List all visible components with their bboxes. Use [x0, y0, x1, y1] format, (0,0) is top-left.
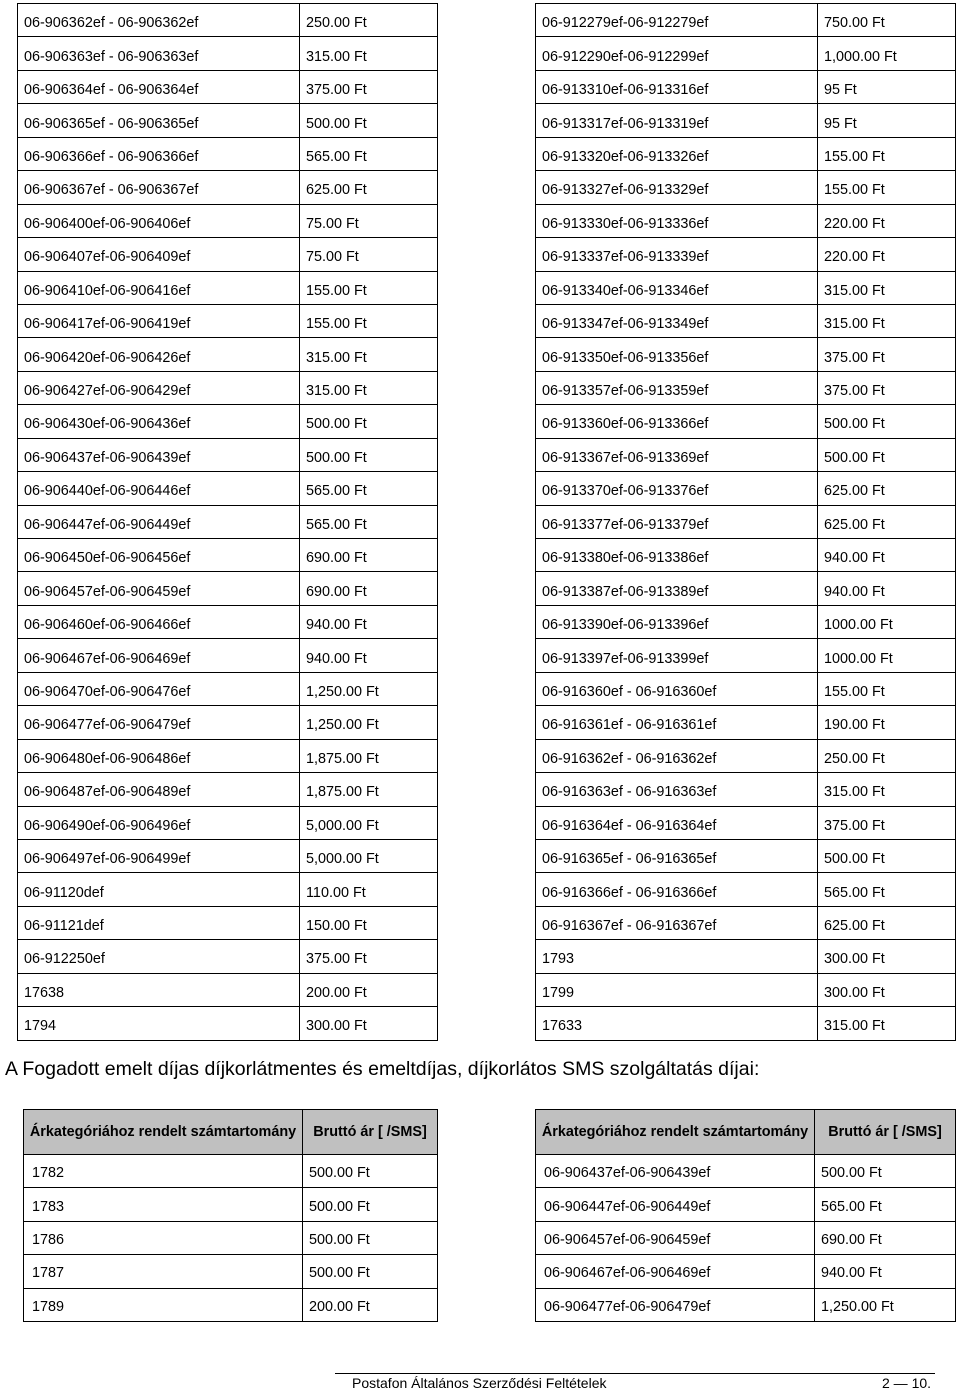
price-cell: 155.00 Ft — [300, 271, 438, 304]
number-range-cell: 06-906467ef-06-906469ef — [18, 639, 300, 672]
number-range-cell: 06-906490ef-06-906496ef — [18, 806, 300, 839]
sms-price-table-right — [535, 1109, 956, 1322]
number-range-cell: 1799 — [536, 973, 818, 1006]
price-cell: 190.00 Ft — [818, 706, 956, 739]
number-range-cell: 06-912250ef — [18, 940, 300, 973]
price-cell: 315.00 Ft — [300, 338, 438, 371]
number-range-cell: 06-906367ef - 06-906367ef — [18, 171, 300, 204]
price-table-top-right — [535, 3, 956, 1041]
table-row — [18, 1007, 438, 1040]
table-row — [536, 304, 956, 337]
number-range-cell: 06-916367ef - 06-916367ef — [536, 906, 818, 939]
number-range-cell: 06-913330ef-06-913336ef — [536, 204, 818, 237]
price-cell: 1,250.00 Ft — [815, 1288, 956, 1321]
price-cell: 315.00 Ft — [818, 271, 956, 304]
table-row — [18, 639, 438, 672]
table-row — [536, 238, 956, 271]
table-row — [18, 271, 438, 304]
number-range-cell: 06-906366ef - 06-906366ef — [18, 137, 300, 170]
price-cell: 500.00 Ft — [818, 405, 956, 438]
table-row — [24, 1188, 438, 1221]
number-range-cell: 06-916363ef - 06-916363ef — [536, 773, 818, 806]
number-range-cell: 06-916360ef - 06-916360ef — [536, 672, 818, 705]
column-header-price: Bruttó ár [ /SMS] — [815, 1110, 956, 1155]
price-cell: 75.00 Ft — [300, 204, 438, 237]
price-cell: 155.00 Ft — [818, 137, 956, 170]
number-range-cell: 06-906457ef-06-906459ef — [18, 572, 300, 605]
number-range-cell: 17633 — [536, 1007, 818, 1040]
price-cell: 565.00 Ft — [815, 1188, 956, 1221]
table-row — [536, 973, 956, 1006]
table-row — [536, 37, 956, 70]
table-row — [536, 171, 956, 204]
price-cell: 300.00 Ft — [818, 940, 956, 973]
price-cell: 250.00 Ft — [818, 739, 956, 772]
table-row — [18, 505, 438, 538]
number-range-cell: 06-916364ef - 06-916364ef — [536, 806, 818, 839]
price-cell: 375.00 Ft — [818, 371, 956, 404]
number-range-cell: 1789 — [24, 1288, 303, 1321]
number-range-cell: 06-906447ef-06-906449ef — [536, 1188, 815, 1221]
table-row — [536, 1221, 956, 1254]
table-row — [24, 1221, 438, 1254]
number-range-cell: 06-913367ef-06-913369ef — [536, 438, 818, 471]
table-row — [18, 70, 438, 103]
number-range-cell: 06-91120def — [18, 873, 300, 906]
table-row — [536, 271, 956, 304]
number-range-cell: 06-913347ef-06-913349ef — [536, 304, 818, 337]
number-range-cell: 06-913337ef-06-913339ef — [536, 238, 818, 271]
number-range-cell: 06-913317ef-06-913319ef — [536, 104, 818, 137]
table-row — [18, 104, 438, 137]
price-cell: 565.00 Ft — [818, 873, 956, 906]
footer-divider — [335, 1373, 935, 1374]
price-cell: 375.00 Ft — [300, 940, 438, 973]
number-range-cell: 06-913380ef-06-913386ef — [536, 539, 818, 572]
number-range-cell: 06-912279ef-06-912279ef — [536, 4, 818, 37]
number-range-cell: 06-906420ef-06-906426ef — [18, 338, 300, 371]
table-row — [536, 539, 956, 572]
table-row — [536, 839, 956, 872]
price-cell: 315.00 Ft — [300, 37, 438, 70]
number-range-cell: 06-913397ef-06-913399ef — [536, 639, 818, 672]
table-row — [18, 906, 438, 939]
number-range-cell: 06-906437ef-06-906439ef — [18, 438, 300, 471]
price-cell: 940.00 Ft — [818, 572, 956, 605]
price-cell: 625.00 Ft — [818, 906, 956, 939]
price-cell: 95 Ft — [818, 104, 956, 137]
table-row — [536, 1155, 956, 1188]
number-range-cell: 1793 — [536, 940, 818, 973]
number-range-cell: 06-916362ef - 06-916362ef — [536, 739, 818, 772]
table-row — [18, 739, 438, 772]
number-range-cell: 06-906477ef-06-906479ef — [536, 1288, 815, 1321]
table-row — [18, 304, 438, 337]
number-range-cell: 06-906417ef-06-906419ef — [18, 304, 300, 337]
number-range-cell: 06-906407ef-06-906409ef — [18, 238, 300, 271]
price-cell: 155.00 Ft — [300, 304, 438, 337]
table-header-row — [24, 1110, 438, 1155]
price-cell: 565.00 Ft — [300, 472, 438, 505]
price-cell: 500.00 Ft — [303, 1221, 438, 1254]
table-row — [18, 37, 438, 70]
number-range-cell: 06-906400ef-06-906406ef — [18, 204, 300, 237]
number-range-cell: 06-916361ef - 06-916361ef — [536, 706, 818, 739]
table-row — [18, 839, 438, 872]
price-cell: 625.00 Ft — [818, 505, 956, 538]
table-row — [536, 706, 956, 739]
number-range-cell: 06-91121def — [18, 906, 300, 939]
number-range-cell: 1794 — [18, 1007, 300, 1040]
number-range-cell: 06-912290ef-06-912299ef — [536, 37, 818, 70]
table-row — [536, 806, 956, 839]
number-range-cell: 06-906410ef-06-906416ef — [18, 271, 300, 304]
number-range-cell: 06-913387ef-06-913389ef — [536, 572, 818, 605]
number-range-cell: 06-913350ef-06-913356ef — [536, 338, 818, 371]
price-cell: 75.00 Ft — [300, 238, 438, 271]
number-range-cell: 06-906487ef-06-906489ef — [18, 773, 300, 806]
number-range-cell: 06-906457ef-06-906459ef — [536, 1221, 815, 1254]
table-row — [536, 438, 956, 471]
number-range-cell: 06-906364ef - 06-906364ef — [18, 70, 300, 103]
price-cell: 750.00 Ft — [818, 4, 956, 37]
price-cell: 690.00 Ft — [300, 572, 438, 605]
number-range-cell: 06-906430ef-06-906436ef — [18, 405, 300, 438]
price-cell: 500.00 Ft — [300, 438, 438, 471]
table-row — [536, 137, 956, 170]
table-row — [536, 405, 956, 438]
footer-title: Postafon Általános Szerződési Feltételek — [352, 1375, 607, 1391]
table-row — [536, 1288, 956, 1321]
table-row — [18, 204, 438, 237]
table-row — [18, 137, 438, 170]
price-cell: 940.00 Ft — [818, 539, 956, 572]
price-cell: 1,250.00 Ft — [300, 672, 438, 705]
price-cell: 565.00 Ft — [300, 137, 438, 170]
table-row — [18, 706, 438, 739]
table-row — [24, 1255, 438, 1288]
number-range-cell: 06-916365ef - 06-916365ef — [536, 839, 818, 872]
number-range-cell: 06-913327ef-06-913329ef — [536, 171, 818, 204]
price-cell: 1,875.00 Ft — [300, 739, 438, 772]
number-range-cell: 06-906363ef - 06-906363ef — [18, 37, 300, 70]
price-cell: 300.00 Ft — [300, 1007, 438, 1040]
number-range-cell: 1782 — [24, 1155, 303, 1188]
price-cell: 110.00 Ft — [300, 873, 438, 906]
table-row — [18, 672, 438, 705]
price-cell: 155.00 Ft — [818, 171, 956, 204]
table-row — [536, 70, 956, 103]
table-row — [18, 472, 438, 505]
table-row — [24, 1288, 438, 1321]
table-row — [18, 338, 438, 371]
table-row — [536, 572, 956, 605]
number-range-cell: 06-913390ef-06-913396ef — [536, 605, 818, 638]
table-row — [536, 505, 956, 538]
page-number: 2 — 10. — [882, 1375, 932, 1391]
number-range-cell: 06-906480ef-06-906486ef — [18, 739, 300, 772]
table-row — [536, 1188, 956, 1221]
price-cell: 1,000.00 Ft — [818, 37, 956, 70]
price-cell: 200.00 Ft — [300, 973, 438, 1006]
price-cell: 500.00 Ft — [303, 1188, 438, 1221]
table-row — [536, 472, 956, 505]
number-range-cell: 17638 — [18, 973, 300, 1006]
price-cell: 940.00 Ft — [815, 1255, 956, 1288]
table-row — [536, 639, 956, 672]
table-row — [536, 371, 956, 404]
table-row — [18, 405, 438, 438]
number-range-cell: 06-906477ef-06-906479ef — [18, 706, 300, 739]
table-row — [536, 873, 956, 906]
table-row — [536, 4, 956, 37]
price-cell: 500.00 Ft — [300, 405, 438, 438]
price-cell: 1000.00 Ft — [818, 605, 956, 638]
number-range-cell: 1783 — [24, 1188, 303, 1221]
price-cell: 220.00 Ft — [818, 204, 956, 237]
number-range-cell: 06-916366ef - 06-916366ef — [536, 873, 818, 906]
price-cell: 940.00 Ft — [300, 639, 438, 672]
price-cell: 200.00 Ft — [303, 1288, 438, 1321]
number-range-cell: 06-913360ef-06-913366ef — [536, 405, 818, 438]
price-cell: 625.00 Ft — [818, 472, 956, 505]
table-row — [18, 605, 438, 638]
number-range-cell: 06-913340ef-06-913346ef — [536, 271, 818, 304]
section-heading: A Fogadott emelt díjas díjkorlátmentes és emeltdíjas, díjkorlátos SMS szolgáltatás díjai: — [5, 1058, 760, 1080]
price-cell: 300.00 Ft — [818, 973, 956, 1006]
price-cell: 315.00 Ft — [818, 773, 956, 806]
price-cell: 250.00 Ft — [300, 4, 438, 37]
price-cell: 500.00 Ft — [303, 1255, 438, 1288]
table-row — [18, 171, 438, 204]
table-header-row — [536, 1110, 956, 1155]
column-header-range: Árkategóriához rendelt számtartomány — [536, 1110, 815, 1155]
number-range-cell: 06-913370ef-06-913376ef — [536, 472, 818, 505]
number-range-cell: 06-906447ef-06-906449ef — [18, 505, 300, 538]
number-range-cell: 06-913357ef-06-913359ef — [536, 371, 818, 404]
price-cell: 940.00 Ft — [300, 605, 438, 638]
sms-price-table-left — [23, 1109, 438, 1322]
price-cell: 625.00 Ft — [300, 171, 438, 204]
table-row — [18, 973, 438, 1006]
price-cell: 150.00 Ft — [300, 906, 438, 939]
number-range-cell: 06-906450ef-06-906456ef — [18, 539, 300, 572]
table-row — [536, 739, 956, 772]
number-range-cell: 06-913310ef-06-913316ef — [536, 70, 818, 103]
number-range-cell: 06-906437ef-06-906439ef — [536, 1155, 815, 1188]
number-range-cell: 06-906365ef - 06-906365ef — [18, 104, 300, 137]
price-cell: 1,875.00 Ft — [300, 773, 438, 806]
price-cell: 315.00 Ft — [818, 1007, 956, 1040]
price-cell: 375.00 Ft — [300, 70, 438, 103]
table-row — [18, 438, 438, 471]
price-cell: 500.00 Ft — [300, 104, 438, 137]
number-range-cell: 1787 — [24, 1255, 303, 1288]
number-range-cell: 06-913320ef-06-913326ef — [536, 137, 818, 170]
table-row — [536, 104, 956, 137]
column-header-range: Árkategóriához rendelt számtartomány — [24, 1110, 303, 1155]
price-cell: 315.00 Ft — [818, 304, 956, 337]
price-cell: 315.00 Ft — [300, 371, 438, 404]
price-cell: 565.00 Ft — [300, 505, 438, 538]
table-row — [18, 940, 438, 973]
price-cell: 500.00 Ft — [815, 1155, 956, 1188]
number-range-cell: 06-906460ef-06-906466ef — [18, 605, 300, 638]
table-row — [536, 338, 956, 371]
table-row — [536, 940, 956, 973]
price-cell: 375.00 Ft — [818, 806, 956, 839]
table-row — [24, 1155, 438, 1188]
table-row — [536, 605, 956, 638]
number-range-cell: 06-906362ef - 06-906362ef — [18, 4, 300, 37]
table-row — [536, 906, 956, 939]
price-cell: 690.00 Ft — [815, 1221, 956, 1254]
price-cell: 690.00 Ft — [300, 539, 438, 572]
table-row — [18, 873, 438, 906]
number-range-cell: 06-906440ef-06-906446ef — [18, 472, 300, 505]
price-cell: 220.00 Ft — [818, 238, 956, 271]
number-range-cell: 06-906470ef-06-906476ef — [18, 672, 300, 705]
price-cell: 375.00 Ft — [818, 338, 956, 371]
price-cell: 500.00 Ft — [303, 1155, 438, 1188]
price-cell: 500.00 Ft — [818, 438, 956, 471]
table-row — [536, 1007, 956, 1040]
price-cell: 5,000.00 Ft — [300, 806, 438, 839]
table-row — [18, 572, 438, 605]
number-range-cell: 06-906497ef-06-906499ef — [18, 839, 300, 872]
price-cell: 155.00 Ft — [818, 672, 956, 705]
table-row — [18, 806, 438, 839]
price-cell: 1,250.00 Ft — [300, 706, 438, 739]
number-range-cell: 06-906427ef-06-906429ef — [18, 371, 300, 404]
table-row — [18, 773, 438, 806]
table-row — [536, 672, 956, 705]
price-cell: 5,000.00 Ft — [300, 839, 438, 872]
price-cell: 1000.00 Ft — [818, 639, 956, 672]
number-range-cell: 06-913377ef-06-913379ef — [536, 505, 818, 538]
price-table-top-left — [17, 3, 438, 1041]
table-row — [536, 773, 956, 806]
number-range-cell: 06-906467ef-06-906469ef — [536, 1255, 815, 1288]
table-row — [536, 1255, 956, 1288]
price-cell: 95 Ft — [818, 70, 956, 103]
column-header-price: Bruttó ár [ /SMS] — [303, 1110, 438, 1155]
table-row — [18, 4, 438, 37]
number-range-cell: 1786 — [24, 1221, 303, 1254]
table-row — [18, 238, 438, 271]
table-row — [18, 371, 438, 404]
table-row — [536, 204, 956, 237]
price-cell: 500.00 Ft — [818, 839, 956, 872]
table-row — [18, 539, 438, 572]
